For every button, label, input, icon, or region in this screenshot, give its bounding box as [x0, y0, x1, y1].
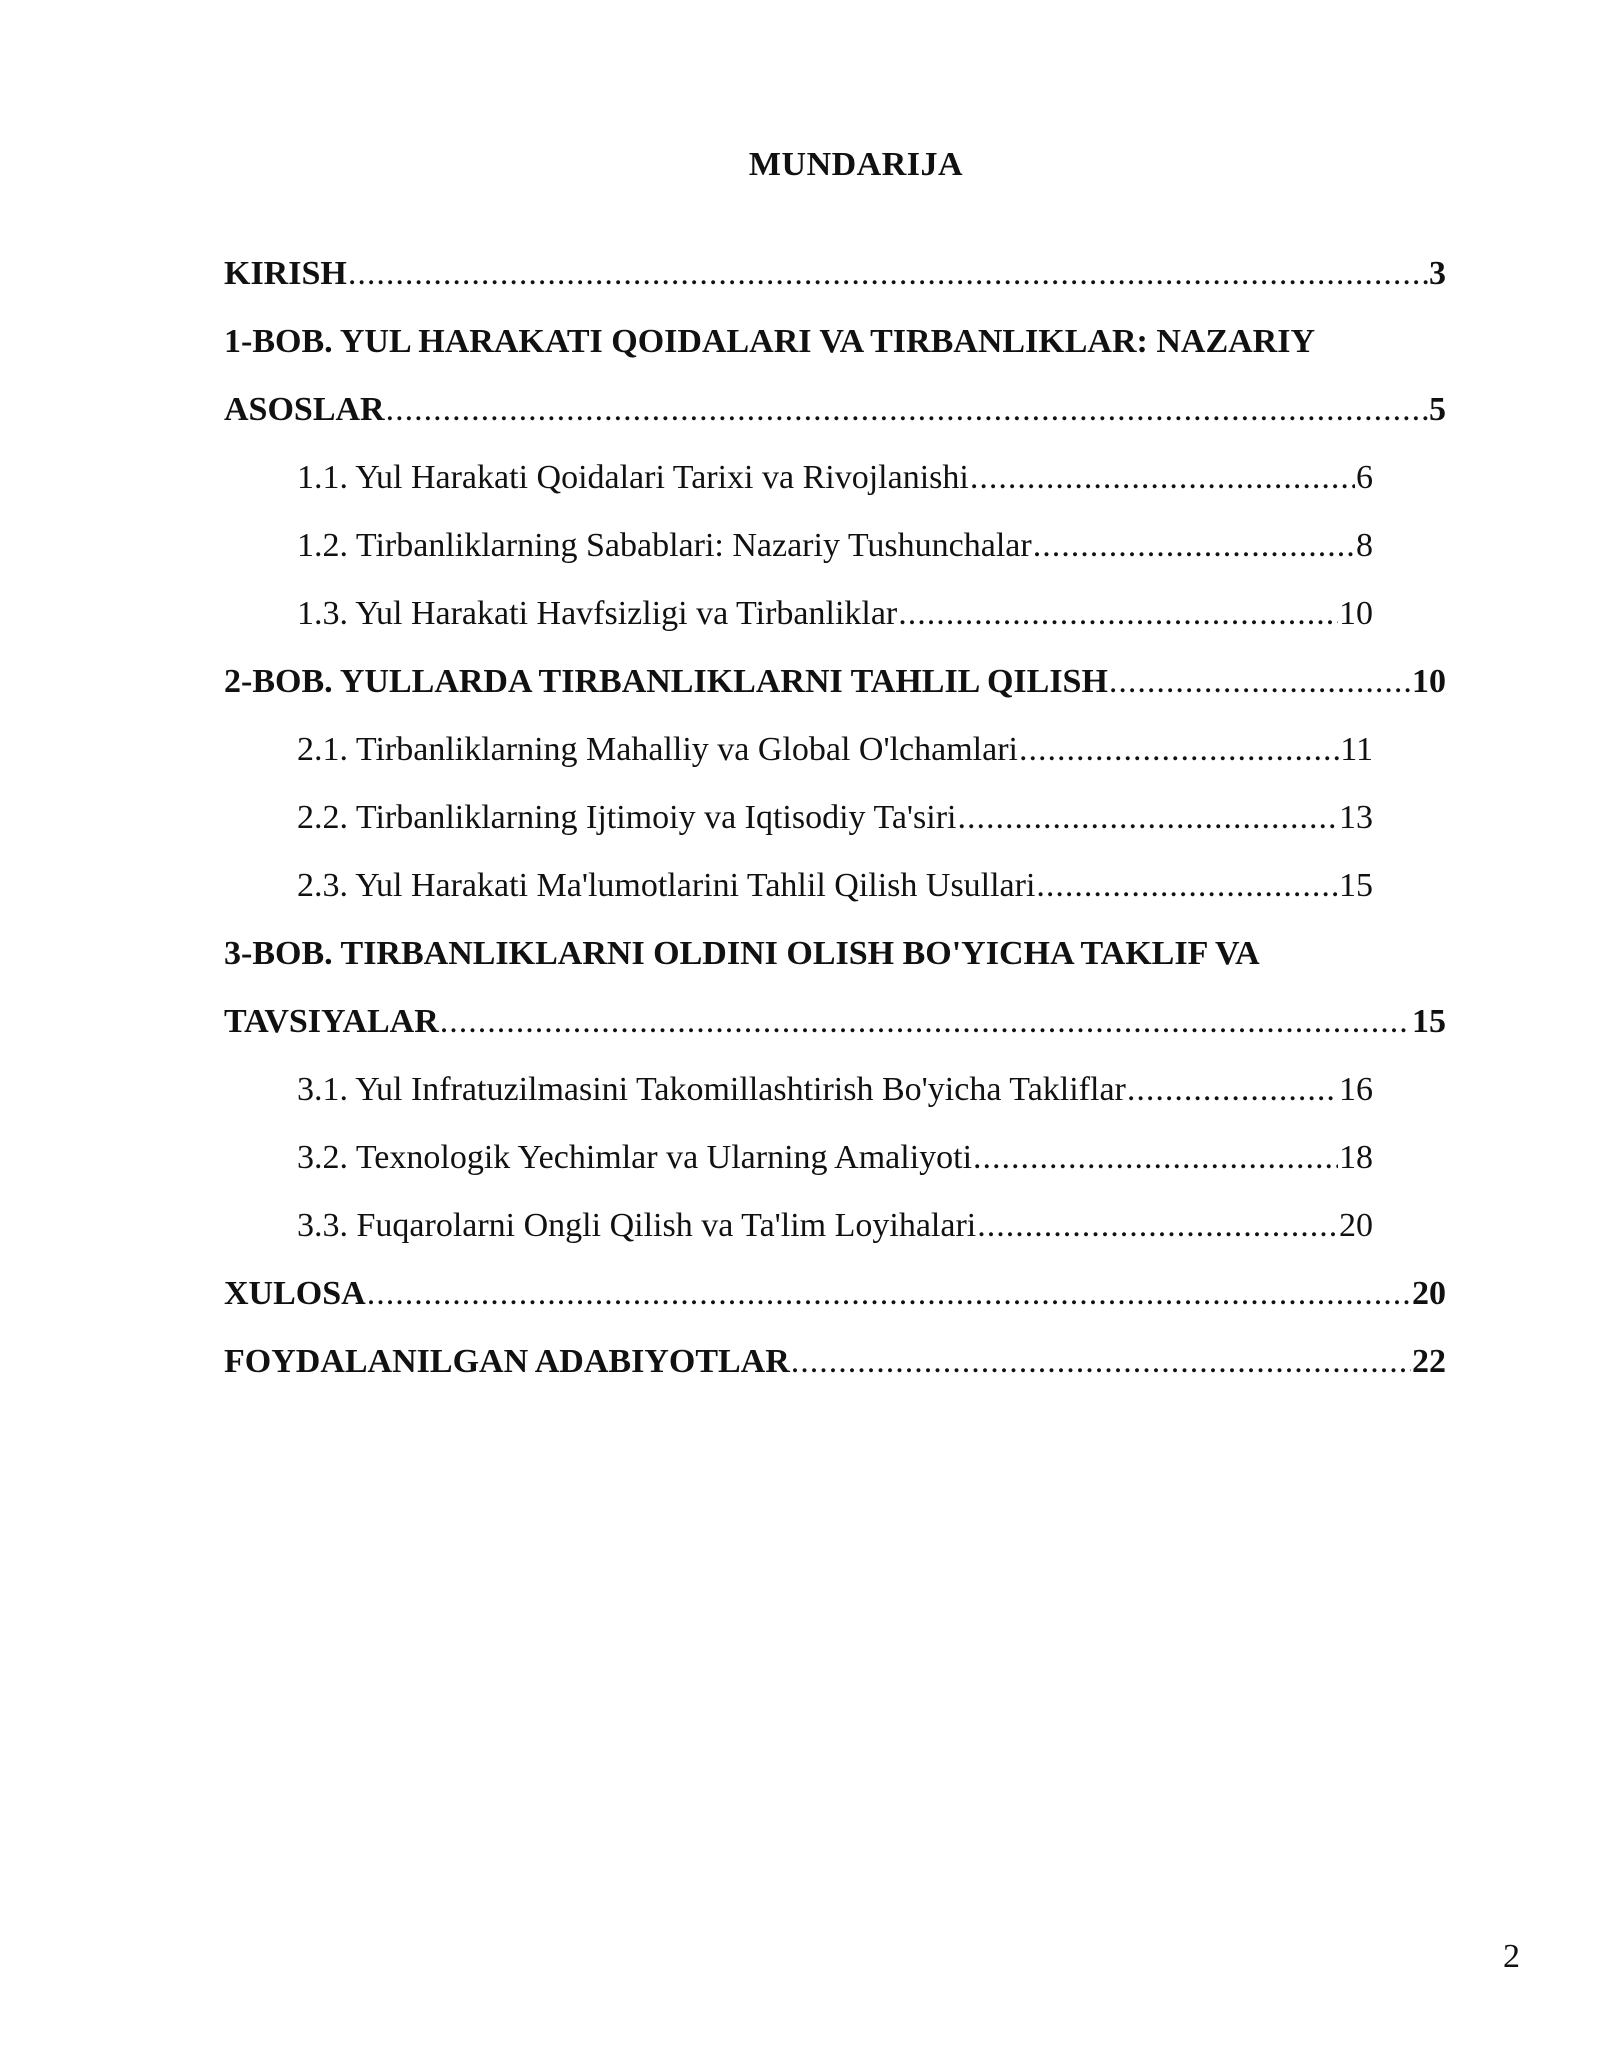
toc-entry-page: 6: [1356, 459, 1373, 496]
toc-entry-page: 15: [1412, 1003, 1446, 1040]
toc-entry-page: 3: [1429, 255, 1446, 292]
toc-entry-page: 8: [1356, 527, 1373, 564]
toc-entry-label: 2.2. Tirbanliklarning Ijtimoiy va Iqtisodiy Ta'siri: [297, 799, 957, 836]
toc-entry-label: 3.2. Texnologik Yechimlar va Ularning Amaliyoti: [297, 1139, 973, 1176]
dot-leader: [1036, 852, 1338, 920]
toc-entry-label: 1.3. Yul Harakati Havfsizligi va Tirbanliklar: [297, 595, 898, 632]
toc-entry-label: 3.3. Fuqarolarni Ongli Qilish va Ta'lim Loyihalari: [297, 1207, 977, 1244]
toc-entry-xulosa: [224, 1260, 1446, 1328]
toc-entry-label: TAVSIYALAR: [224, 1003, 439, 1040]
toc-entry-3-1: [297, 1056, 1373, 1124]
dot-leader: [898, 580, 1338, 648]
dot-leader: [440, 988, 1411, 1056]
toc-entry-label: FOYDALANILGAN ADABIYOTLAR: [224, 1343, 790, 1380]
dot-leader: [386, 376, 1428, 444]
toc-entry-chapter-2: [224, 648, 1446, 716]
toc-entry-page: 16: [1339, 1071, 1373, 1108]
dot-leader: [970, 444, 1355, 512]
page-number: 2: [1503, 1938, 1520, 1975]
dot-leader: [791, 1328, 1411, 1396]
toc-entry-page: 15: [1339, 867, 1373, 904]
toc-entry-label: KIRISH: [224, 255, 347, 292]
toc-entry-2-2: [297, 784, 1373, 852]
toc-entry-label: 2.3. Yul Harakati Ma'lumotlarini Tahlil Qilish Usullari: [297, 867, 1036, 904]
toc-entry-page: 18: [1339, 1139, 1373, 1176]
toc-entry-page: 13: [1339, 799, 1373, 836]
toc-chapter-1-line1: 1-BOB. YUL HARAKATI QOIDALARI VA TIRBANLIKLAR: NAZARIY: [224, 323, 1316, 360]
toc-entry-3-2: [297, 1124, 1373, 1192]
toc-entry-label: ASOSLAR: [224, 391, 385, 428]
toc-entry-page: 10: [1339, 595, 1373, 632]
dot-leader: [1019, 716, 1339, 784]
dot-leader: [367, 1260, 1411, 1328]
toc-entry-2-1: [297, 716, 1373, 784]
toc-entry-page: 20: [1412, 1275, 1446, 1312]
dot-leader: [1127, 1056, 1338, 1124]
dot-leader: [1109, 648, 1411, 716]
toc-entry-1-3: [297, 580, 1373, 648]
toc-entry-label: 2-BOB. YULLARDA TIRBANLIKLARNI TAHLIL QILISH: [224, 663, 1108, 700]
toc-entry-page: 20: [1339, 1207, 1373, 1244]
toc-entry-page: 10: [1412, 663, 1446, 700]
dot-leader: [1033, 512, 1355, 580]
toc-entry-page: 5: [1429, 391, 1446, 428]
toc-entry-2-3: [297, 852, 1373, 920]
toc-entry-chapter-3: [224, 988, 1446, 1056]
toc-entry-label: 2.1. Tirbanliklarning Mahalliy va Global O'lchamlari: [297, 731, 1018, 768]
toc-entry-page: 11: [1340, 731, 1373, 768]
toc-entry-1-1: [297, 444, 1373, 512]
dot-leader: [973, 1124, 1338, 1192]
dot-leader: [348, 240, 1428, 308]
toc-heading: MUNDARIJA: [748, 146, 964, 183]
dot-leader: [977, 1192, 1338, 1260]
toc-entry-label: XULOSA: [224, 1275, 366, 1312]
toc-entry-adabiyotlar: [224, 1328, 1446, 1396]
toc-entry-1-2: [297, 512, 1373, 580]
table-of-contents: [224, 240, 1446, 1396]
toc-entry-label: 3.1. Yul Infratuzilmasini Takomillashtirish Bo'yicha Takliflar: [297, 1071, 1126, 1108]
toc-entry-label: 1.2. Tirbanliklarning Sabablari: Nazariy Tushunchalar: [297, 527, 1032, 564]
toc-entry-page: 22: [1412, 1343, 1446, 1380]
toc-entry-3-3: [297, 1192, 1373, 1260]
toc-chapter-3-line1: 3-BOB. TIRBANLIKLARNI OLDINI OLISH BO'YICHA TAKLIF VA: [224, 935, 1260, 972]
toc-entry-label: 1.1. Yul Harakati Qoidalari Tarixi va Rivojlanishi: [297, 459, 969, 496]
toc-entry-kirish: [224, 240, 1446, 308]
toc-entry-chapter-1: [224, 376, 1446, 444]
dot-leader: [958, 784, 1339, 852]
